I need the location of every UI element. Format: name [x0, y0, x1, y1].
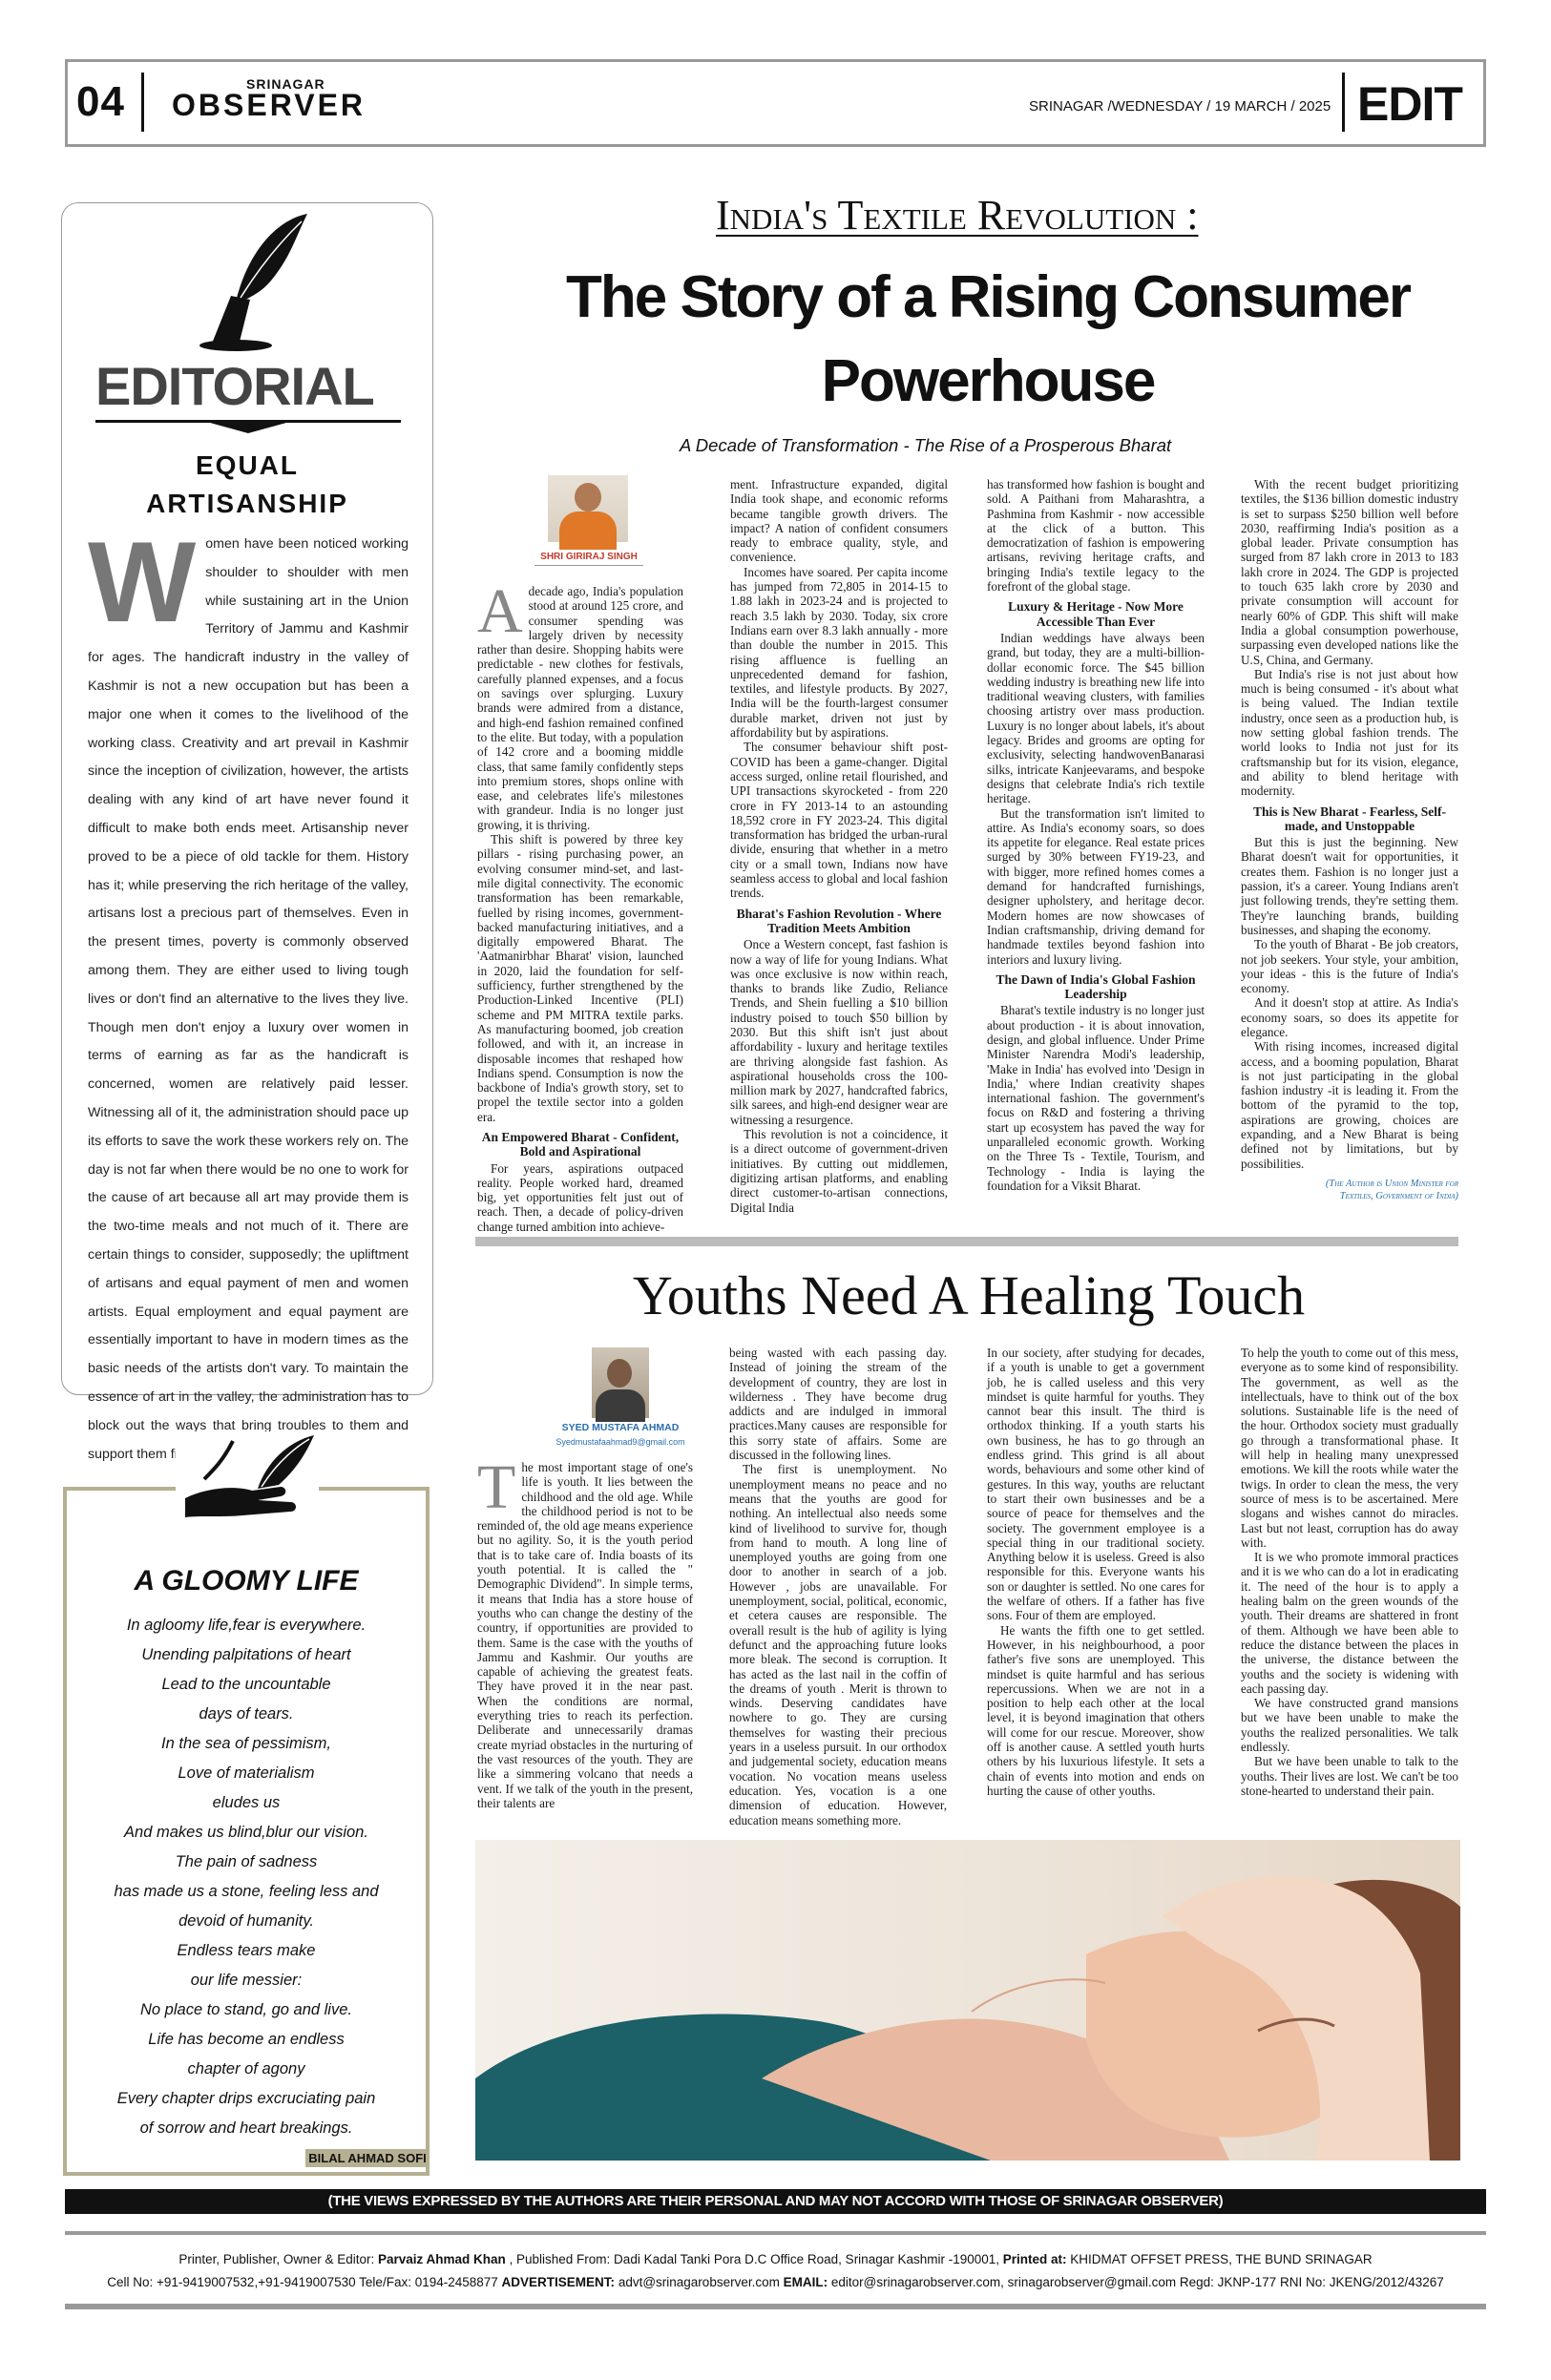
- article1-headline-2: Powerhouse: [821, 348, 1155, 414]
- poem-line: has made us a stone, feeling less and: [114, 1883, 379, 1900]
- imprint-text: EMAIL:: [783, 2275, 831, 2289]
- paragraph: He wants the fifth one to get settled. However, in his neighbourhood, a poor father's five sons are unemployed. This mindset is quite harmful and has serious repercussions. When we are not in a position to help each other at the local level, it is beyond imagination that others will come for our rescue. Moreover, show off is another cause. A settled youth hurts others by his luxurious lifestyle. It sets a chain of events into motion and ends on hurting the cause of other youths.: [987, 1622, 1205, 1798]
- article2-dropcap: T: [477, 1452, 516, 1522]
- paragraph: ment. Infrastructure expanded, digital India took shape, and economic reforms became tangible growth drivers. The impact? A nation of confident consumers ready to embrace quality, style, and convenience.: [730, 477, 948, 565]
- poem-line: The pain of sadness: [175, 1853, 318, 1870]
- hand-quill-icon: [176, 1431, 319, 1536]
- editorial-body: [88, 518, 409, 1462]
- article2-col1: [477, 1452, 693, 1810]
- poem-author: BILAL AHMAD SOFI: [305, 2149, 430, 2167]
- article1-author: SHRI GIRIRAJ SINGH: [534, 552, 643, 566]
- imprint-line-2: [65, 2275, 1486, 2289]
- paragraph: But this is just the beginning. New Bharat doesn't wait for opportunities, it creates them. Fashion is no longer just a passion, it's a career. Young Indians aren't just following trends, they're setting them. They're launching brands, building businesses, and shaping the economy.: [1241, 835, 1458, 937]
- article-divider: [475, 1237, 1458, 1246]
- paragraph: With rising incomes, increased digital access, and a booming population, Bharat is not just participating in the global fashion industry -it is leading it. From the bottom of the pyramid to the top, aspirations are growing, choices are expanding, and a New Bharat is being defined not by limitations, but by possibilities.: [1241, 1039, 1458, 1171]
- imprint-line-1: [65, 2252, 1486, 2266]
- paragraph: But we have been unable to talk to the youths. Their lives are lost. We can't be too stone-hearted to understand their pain.: [1241, 1754, 1458, 1798]
- imprint-text: advt@srinagarobserver.com: [618, 2275, 784, 2289]
- imprint-text: Parvaiz Ahmad Khan: [377, 2252, 506, 2266]
- imprint-text: Cell No: +91-9419007532,+91-9419007530 Tele/Fax: 0194-2458877: [107, 2275, 502, 2289]
- poem-line: Endless tears make: [177, 1942, 316, 1959]
- editorial-title-2: ARTISANSHIP: [146, 489, 348, 518]
- paragraph: But India's rise is not just about how much is being consumed - it's about what is being valued. The Indian textile industry, once seen as a production hub, is now setting global fashion trends. The world looks to India not just for its craftsmanship but for its vision, elegance, and ability to blend heritage with modernity.: [1241, 666, 1458, 799]
- subheading: An Empowered Bharat - Confident, Bold and Aspirational: [481, 1129, 680, 1159]
- paragraph: This shift is powered by three key pillars - rising purchasing power, an evolving consumer mind-set, and last-mile digital connectivity. The economic transformation has been remarkable, fuelled by rising incomes, government-backed manufacturing initiatives, and a digitally empowered Bharat. The 'Aatmanirbhar Bharat' vision, launched in 2020, laid the foundation for self-sufficiency, further strengthened by the Production-Linked Incentive (PLI) scheme and PM MITRA textile parks. As manufacturing boomed, job creation followed, and with it, an increase in disposable incomes that reshaped how Indians spend. Consumption is now the backbone of India's growth story, set to propel the textile sector into a golden era.: [477, 832, 683, 1124]
- poem-line: chapter of agony: [187, 2060, 305, 2077]
- imprint-bottom-rule: [65, 2304, 1486, 2309]
- poem-title: A GLOOMY LIFE: [134, 1565, 359, 1597]
- poem-line: eludes us: [212, 1794, 281, 1811]
- masthead-divider: [141, 73, 144, 132]
- poem-line: And makes us blind,blur our vision.: [124, 1824, 368, 1841]
- article1-col3: [987, 477, 1205, 1227]
- imprint-text: KHIDMAT OFFSET PRESS, THE BUND SRINAGAR: [1070, 2252, 1373, 2266]
- article2-col3: [987, 1346, 1205, 1800]
- article1-subhead: A Decade of Transformation - The Rise of a Prosperous Bharat: [680, 435, 1172, 455]
- poem-line: our life messier:: [190, 1972, 303, 1989]
- poem-line: In the sea of pessimism,: [161, 1735, 331, 1752]
- paragraph: We have constructed grand mansions but we have been unable to make the youths the realized personalities. We talk endlessly.: [1241, 1696, 1458, 1755]
- paragraph: being wasted with each passing day. Instead of joining the stream of the development of country, they are lost in wilderness . They have become drug addicts and are indulged in immoral practices.Many causes are responsible for this sorry state of affairs. Some are discussed in the following lines.: [729, 1346, 947, 1463]
- article1-col2: [730, 477, 948, 1227]
- subheading: This is New Bharat - Fearless, Self-made, and Unstoppable: [1252, 804, 1447, 833]
- article1-kicker: India's Textile Revolution :: [716, 192, 1199, 239]
- paragraph: In our society, after studying for decades, if a youth is unable to get a government job, he is called useless and this very mindset is quite harmful for youths. They cannot bear this insult. The third is orthodox thinking. If a youth starts his own business, he has to go through an endless grind. This grind is all about words, behaviours and some other kind of gestures. In this way, youths are reluctant to start their own businesses and be a source of peace for themselves and the society. The government employee is a special thing in our traditional society. Anything below it is useless. Greed is also responsible for this. Everyone wants his son or daughter is settled. No one cares for the welfare of others. If a father has five sons. Four of them are employed.: [987, 1346, 1205, 1623]
- paragraph: has transformed how fashion is bought and sold. A Paithani from Maharashtra, a Pashmina from Kashmir - now accessible at the click of a button. This democratization of fashion is empowering artisans, reviving heritage crafts, and bringing India's textile legacy to the forefront of the global stage.: [987, 477, 1205, 595]
- poem-line: Every chapter drips excruciating pain: [116, 2090, 376, 2107]
- quill-ink-icon: [183, 210, 317, 353]
- editorial-underline: [95, 416, 401, 435]
- page-number: 04: [76, 78, 125, 125]
- imprint-text: Printed at:: [1002, 2252, 1071, 2266]
- paragraph: Incomes have soared. Per capita income has jumped from 72,805 in 2014-15 to 1.88 lakh in 2023-24 and is projected to reach 3.5 lakh by 2030. Today, six crore Indians earn over 8.3 lakh annually - more than double the number in 2015. This rising affluence is fuelling an unprecedented demand for fashion, textiles, and lifestyle products. By 2027, India will be the fourth-largest consumer durable market, driven not just by affordability but by aspirations.: [730, 564, 948, 741]
- paragraph: To the youth of Bharat - Be job creators, not job seekers. Your style, your ambition, your ideas - this is the future of India's economy.: [1241, 937, 1458, 996]
- paragraph: The first is unemployment. No unemployment means no peace and no means that the youths are good for nothing. An intellectual also needs some kind of livelihood to survive for, though from hand to mouth. A long line of unemployed youths are going from one door to another in search of a job. However , jobs are unavailable. For unemployment, social, political, economic, et cetera causes are responsible. The overall result is the hub of agility is lying defunct and the approaching future looks more bleak. The second is corruption. It has acted as the last nail in the coffin of the dreams of youth . Merit is thrown to winds. Deserving candidates have nowhere to go. They are cursing themselves for wasting their precious years in a useless pursuit. In our orthodox and judgemental society, education means vocation. No vocation means useless education. Yes, vocation is a one dimension of education. However, education means something more.: [729, 1462, 947, 1827]
- paper-name: OBSERVER: [172, 88, 367, 122]
- poem-line: days of tears.: [199, 1705, 294, 1722]
- article1-col1: [477, 576, 683, 1234]
- poem-line: devoid of humanity.: [178, 1912, 314, 1930]
- imprint-text: , Published From: Dadi Kadal Tanki Pora D.C Office Road, Srinagar Kashmir -190001,: [505, 2252, 1003, 2266]
- paragraph: With the recent budget prioritizing textiles, the $136 billion domestic industry is set to surpass $250 billion well before 2030, reaffirming India's position as a global leader. Private consumption has surged from 87 lakh crore in 2013 to 183 lakh crore in 2024. The GDP is projected to touch 635 lakh crore by 2030 and private consumption will account for nearly 60% of GDP. This shift will make India a global consumption powerhouse, surpassing even developed nations like the U.S, China, and Germany.: [1241, 477, 1458, 667]
- paragraph: To help the youth to come out of this mess, everyone as to some kind of responsibility. The government, as well as the intellectuals, have to think out of the box solutions. Sustainable life is the need of the hour. Orthodox society must gradually go through a transformational phase. It will help in healing many unexpressed emotions. We kill the roots while water the twigs. In order to clean the mess, the very source of mess is to be ascertained. Mere slogans and wishes cannot do miracles. Last but not least, corruption has do away with.: [1241, 1346, 1458, 1550]
- article2-headline: Youths Need A Healing Touch: [632, 1264, 1306, 1326]
- article2-email: Syedmustafaahmad9@gmail.com: [555, 1437, 685, 1447]
- paragraph: he most important stage of one's life is youth. It lies between the childhood and the old age. While the childhood period is not to be reminded of, the old age means experience but no agility. So, it is the youth period that is to take care of. India boasts of its youth potential. It is called the " Demographic Dividend". In simple terms, it means that India has a store house of youths who can change the destiny of the country, if opportunities are provided to them. Same is the case with the youths of Jammu and Kashmir. Our youths are capable of achieving the greatest feats. They have proved it in the near past. When the conditions are normal, everything tries to reach its perfection. Deliberate and unnecessarily dramas create myriad obstacles in the nurturing of the vast resources of the youth. They are like a simmering volcano that needs a vent. If we talk of the youth in the present, their talents are: [477, 1460, 693, 1810]
- article1-dropcap: A: [477, 576, 523, 646]
- section-label: EDIT: [1357, 77, 1462, 131]
- author-photo: [592, 1347, 649, 1418]
- poem-line: No place to stand, go and live.: [140, 2001, 352, 2018]
- section-divider: [1342, 73, 1345, 132]
- imprint-text: ADVERTISEMENT:: [501, 2275, 618, 2289]
- article1-footnote: [1241, 1178, 1458, 1202]
- editorial-title-1: EQUAL: [196, 450, 299, 480]
- paragraph: Bharat's textile industry is no longer just about production - it is about innovation, design, and global influence. Under Prime Minister Narendra Modi's leadership, 'Make in India' has evolved into 'Design in India,' where Indian creativity shapes international fashion. The government's focus on R&D and fostering a thriving start up ecosystem has paved the way for unparalleled economic growth. Working on the Three Ts - Textile, Tourism, and Technology - India is laying the foundation for a Viksit Bharat.: [987, 1003, 1205, 1193]
- disclaimer-bar: (THE VIEWS EXPRESSED BY THE AUTHORS ARE THEIR PERSONAL AND MAY NOT ACCORD WITH THOSE OF SRINAGAR OBSERVER): [65, 2189, 1486, 2214]
- footnote-line: (The Author is Union Minister for: [1325, 1179, 1458, 1189]
- poem-line: Love of materialism: [178, 1764, 315, 1782]
- article1-headline-1: The Story of a Rising Consumer: [566, 264, 1410, 330]
- imprint-text: editor@srinagarobserver.com, srinagarobserver@gmail.com Regd: JKNP-177 RNI No: JKENG/2012/43267: [830, 2275, 1444, 2289]
- paragraph: This revolution is not a coincidence, it is a direct outcome of government-driven initiatives. By cutting out middlemen, digitizing artisan platforms, and enabling direct customer-to-artisan connections, Digital India: [730, 1127, 948, 1215]
- poem-lines: [73, 1611, 420, 2143]
- article2-col2: [729, 1346, 947, 1827]
- paper-name-top: SRINAGAR: [246, 76, 325, 92]
- paragraph: Indian weddings have always been grand, but today, they are a multi-billion-dollar economic force. The $45 billion wedding industry is breathing new life into traditional weaving clusters, with families choosing artistry over mass production. Luxury is no longer about labels, it's about legacy. Brides and grooms are opting for exclusivity, selecting handwovenBanarasi silks, intricate Kanjeevarams, and bespoke designs that celebrate India's rich textile heritage.: [987, 630, 1205, 806]
- subheading: The Dawn of India's Global Fashion Leadership: [996, 971, 1196, 1002]
- poem-line: Lead to the uncountable: [161, 1676, 331, 1693]
- poem-line: Life has become an endless: [148, 2031, 345, 2048]
- dateline: SRINAGAR /WEDNESDAY / 19 MARCH / 2025: [1029, 98, 1331, 115]
- imprint-top-rule: [65, 2231, 1486, 2235]
- paragraph: The consumer behaviour shift post-COVID has been a game-changer. Digital access surged, online retail flourished, and UPI transactions skyrocketed - from 220 crore in FY 2013-14 to an astounding 18,592 crore in FY 2023-24. This digital transformation has bridged the urban-rural divide, ensuring that whether in a metro city or a small town, Indians now have seamless access to global and local fashion trends.: [730, 740, 948, 901]
- paragraph: And it doesn't stop at attire. As India's economy soars, so does its appetite for elegance.: [1241, 995, 1458, 1039]
- paragraph: Once a Western concept, fast fashion is now a way of life for young Indians. What was once exclusive is now within reach, thanks to brands like Zudio, Reliance Trends, and Shein fuelling a $10 billion industry poised to touch $50 billion by 2030. But this shift isn't just about affordability - luxury and heritage textiles are thriving alongside fast fashion. As aspirational households cross the 100-million mark by 2027, handcrafted fabrics, silk sarees, and high-end designer wear are witnessing a resurgence.: [730, 937, 948, 1127]
- editorial-dropcap: W: [88, 518, 197, 646]
- article2-author: SYED MUSTAFA AHMAD: [561, 1422, 680, 1433]
- article1-col4: [1241, 477, 1458, 1174]
- article2-col4: [1241, 1346, 1458, 1800]
- paragraph: It is we who promote immoral practices and it is we who can do a lot in eradicating it. The need of the hour is to apply a healing balm on the green wounds of the youth. Their dreams are shattered in front of them. Although we have been able to reduce the distance between the places in the universe, the distance between the youths and the society is widening with each passing day.: [1241, 1550, 1458, 1696]
- article2-photo: [475, 1840, 1460, 2161]
- poem-line: Unending palpitations of heart: [141, 1646, 351, 1663]
- paragraph: But the transformation isn't limited to attire. As India's economy soars, so does its appetite for elegance. Real estate prices surged by 30% between FY19-23, and with bigger, more refined homes comes a demand for handcrafted furnishings, designer upholstery, and heritage decor. Modern homes are now showcases of Indian craftsmanship, driving demand for handmade textiles beyond fashion into interiors and luxury living.: [987, 805, 1205, 967]
- footnote-line: Textiles, Government of India): [1339, 1191, 1458, 1201]
- subheading: Luxury & Heritage - Now More Accessible Than Ever: [1008, 599, 1184, 629]
- paragraph: For years, aspirations outpaced reality. People worked hard, dreamed big, yet opportunities felt just out of reach. Then, a decade of policy-driven change turned ambition into achieve-: [477, 1160, 683, 1234]
- imprint-text: Printer, Publisher, Owner & Editor:: [178, 2252, 378, 2266]
- poem-line: In agloomy life,fear is everywhere.: [126, 1617, 367, 1634]
- editorial-label: EDITORIAL: [95, 356, 374, 416]
- subheading: Bharat's Fashion Revolution - Where Tradition Meets Ambition: [736, 906, 942, 935]
- poem-line: of sorrow and heart breakings.: [139, 2119, 353, 2137]
- author-photo: [548, 475, 628, 542]
- paragraph: decade ago, India's population stood at around 125 crore, and consumer spending was largely driven by necessity rather than desire. Shopping habits were predictable - new clothes for festivals, carefully planned expenses, and a focus on savings over splurging. Luxury brands were admired from a distance, and high-end fashion remained confined to the elite. But today, with a population of 142 crore and a booming middle class, that same family confidently steps into premium stores, shops online with ease, and celebrates life's milestones with grandeur. India is no longer just growing, it is thriving.: [477, 584, 683, 832]
- editorial-text: omen have been noticed working shoulder to shoulder with men while sustaining art in the Union Territory of Jammu and Kashmir for ages. The handicraft industry in the valley of Kashmir is not a new occupation but has been a major one when it comes to the livelihood of the working class. Creativity and art prevail in Kashmir since the inception of civilization, however, the artists dealing with any kind of art have never found it difficult to make both ends meet. Artisanship never proved to be a piece of old tackle for them. History has it; while preserving the rich heritage of the valley, artisans lost a precious part of themselves. Even in the present times, poverty is commonly observed among them. They are either used to living tough lives or don't find an alternative to the lives they live. Though men don't enjoy a luxury over women in terms of earning as far as the handicraft is concerned, women are relatively paid lesser. Witnessing all of it, the administration should pace up its efforts to save the work these workers rely on. The day is not far when there would be no one to work for the cause of art because all art may provide them is the two-time meals and not much of it. There are certain things to consider, supposedly; the upliftment of artisans and equal payment of men and women artists. Equal employment and equal payment are essentially important to have in modern times as the basic needs of the artists don't vary. To maintain the essence of art in the valley, the administration has to block out the ways that bring troubles to them and support them financially.: [88, 536, 409, 1462]
